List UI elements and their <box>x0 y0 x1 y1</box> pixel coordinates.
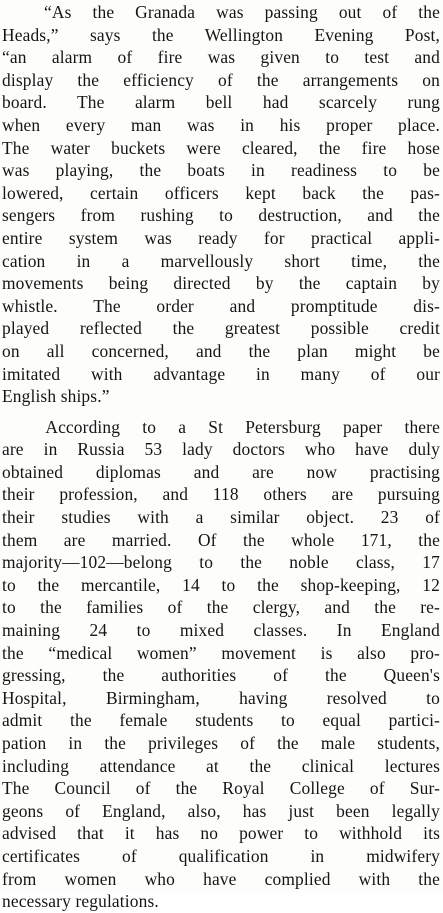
text-line: Heads,” says the Wellington Evening Post, <box>2 24 440 45</box>
text-line: played reflected the greatest possible credit <box>2 318 440 339</box>
text-line: necessary regulations. <box>2 891 159 912</box>
text-line: to the families of the clergy, and the re- <box>2 597 440 618</box>
paragraph-lady-doctors <box>2 416 440 913</box>
text-line: pation in the privileges of the male students, <box>2 733 440 753</box>
text-line: admit the female students to equal partici- <box>2 710 440 731</box>
text-line: maining 24 to mixed classes. In England <box>2 620 440 641</box>
text-line: Hospital, Birmingham, having resolved to <box>2 687 440 708</box>
text-line: when every man was in his proper place. <box>2 114 440 135</box>
text-line: lowered, certain officers kept back the pas- <box>2 182 440 203</box>
text-line: sengers from rushing to destruction, and the <box>2 205 440 226</box>
text-line: geons of England, also, has just been legally <box>2 800 440 821</box>
text-line: their studies with a similar object. 23 of <box>2 507 440 528</box>
paragraph-gap <box>2 408 440 416</box>
text-line: board. The alarm bell had scarcely rung <box>2 92 440 113</box>
text-line: imitated with advantage in many of our <box>2 363 440 384</box>
text-line: was playing, the boats in readiness to be <box>2 160 440 181</box>
text-line: certificates of qualification in midwifery <box>2 845 440 866</box>
text-line: them are married. Of the whole 171, the <box>2 529 440 550</box>
text-line: including attendance at the clinical lectures <box>2 755 440 776</box>
paragraph-granada-fire-drill <box>2 1 440 408</box>
text-line: from women who have complied with the <box>2 868 440 889</box>
text-line: are in Russia 53 lady doctors who have duly <box>2 439 440 460</box>
text-line: the “medical women” movement is also pro- <box>2 642 440 663</box>
text-line: According to a St Petersburg paper there <box>2 416 440 437</box>
text-line: gressing, the authorities of the Queen's <box>2 665 440 686</box>
text-line: English ships.” <box>2 386 110 407</box>
text-line: cation in a marvellously short time, the <box>2 250 440 271</box>
text-line: “an alarm of fire was given to test and <box>2 47 440 68</box>
text-line: movements being directed by the captain by <box>2 273 440 294</box>
text-line: The Council of the Royal College of Sur- <box>2 778 440 799</box>
text-line: their profession, and 118 others are pursuing <box>2 484 440 505</box>
text-line: “As the Granada was passing out of the <box>2 2 440 22</box>
text-line: The water buckets were cleared, the fire hose <box>2 137 440 158</box>
text-line: entire system was ready for practical appli- <box>2 227 440 248</box>
text-line: majority—102—belong to the noble class, 17 <box>2 552 440 573</box>
text-line: display the efficiency of the arrangements on <box>2 69 440 90</box>
text-line: whistle. The order and promptitude dis- <box>2 295 440 316</box>
text-line: to the mercantile, 14 to the shop-keeping, 12 <box>2 574 440 595</box>
text-line: on all concerned, and the plan might be <box>2 340 440 361</box>
text-line: obtained diplomas and are now practising <box>2 461 440 482</box>
text-line: advised that it has no power to withhold its <box>2 823 440 844</box>
